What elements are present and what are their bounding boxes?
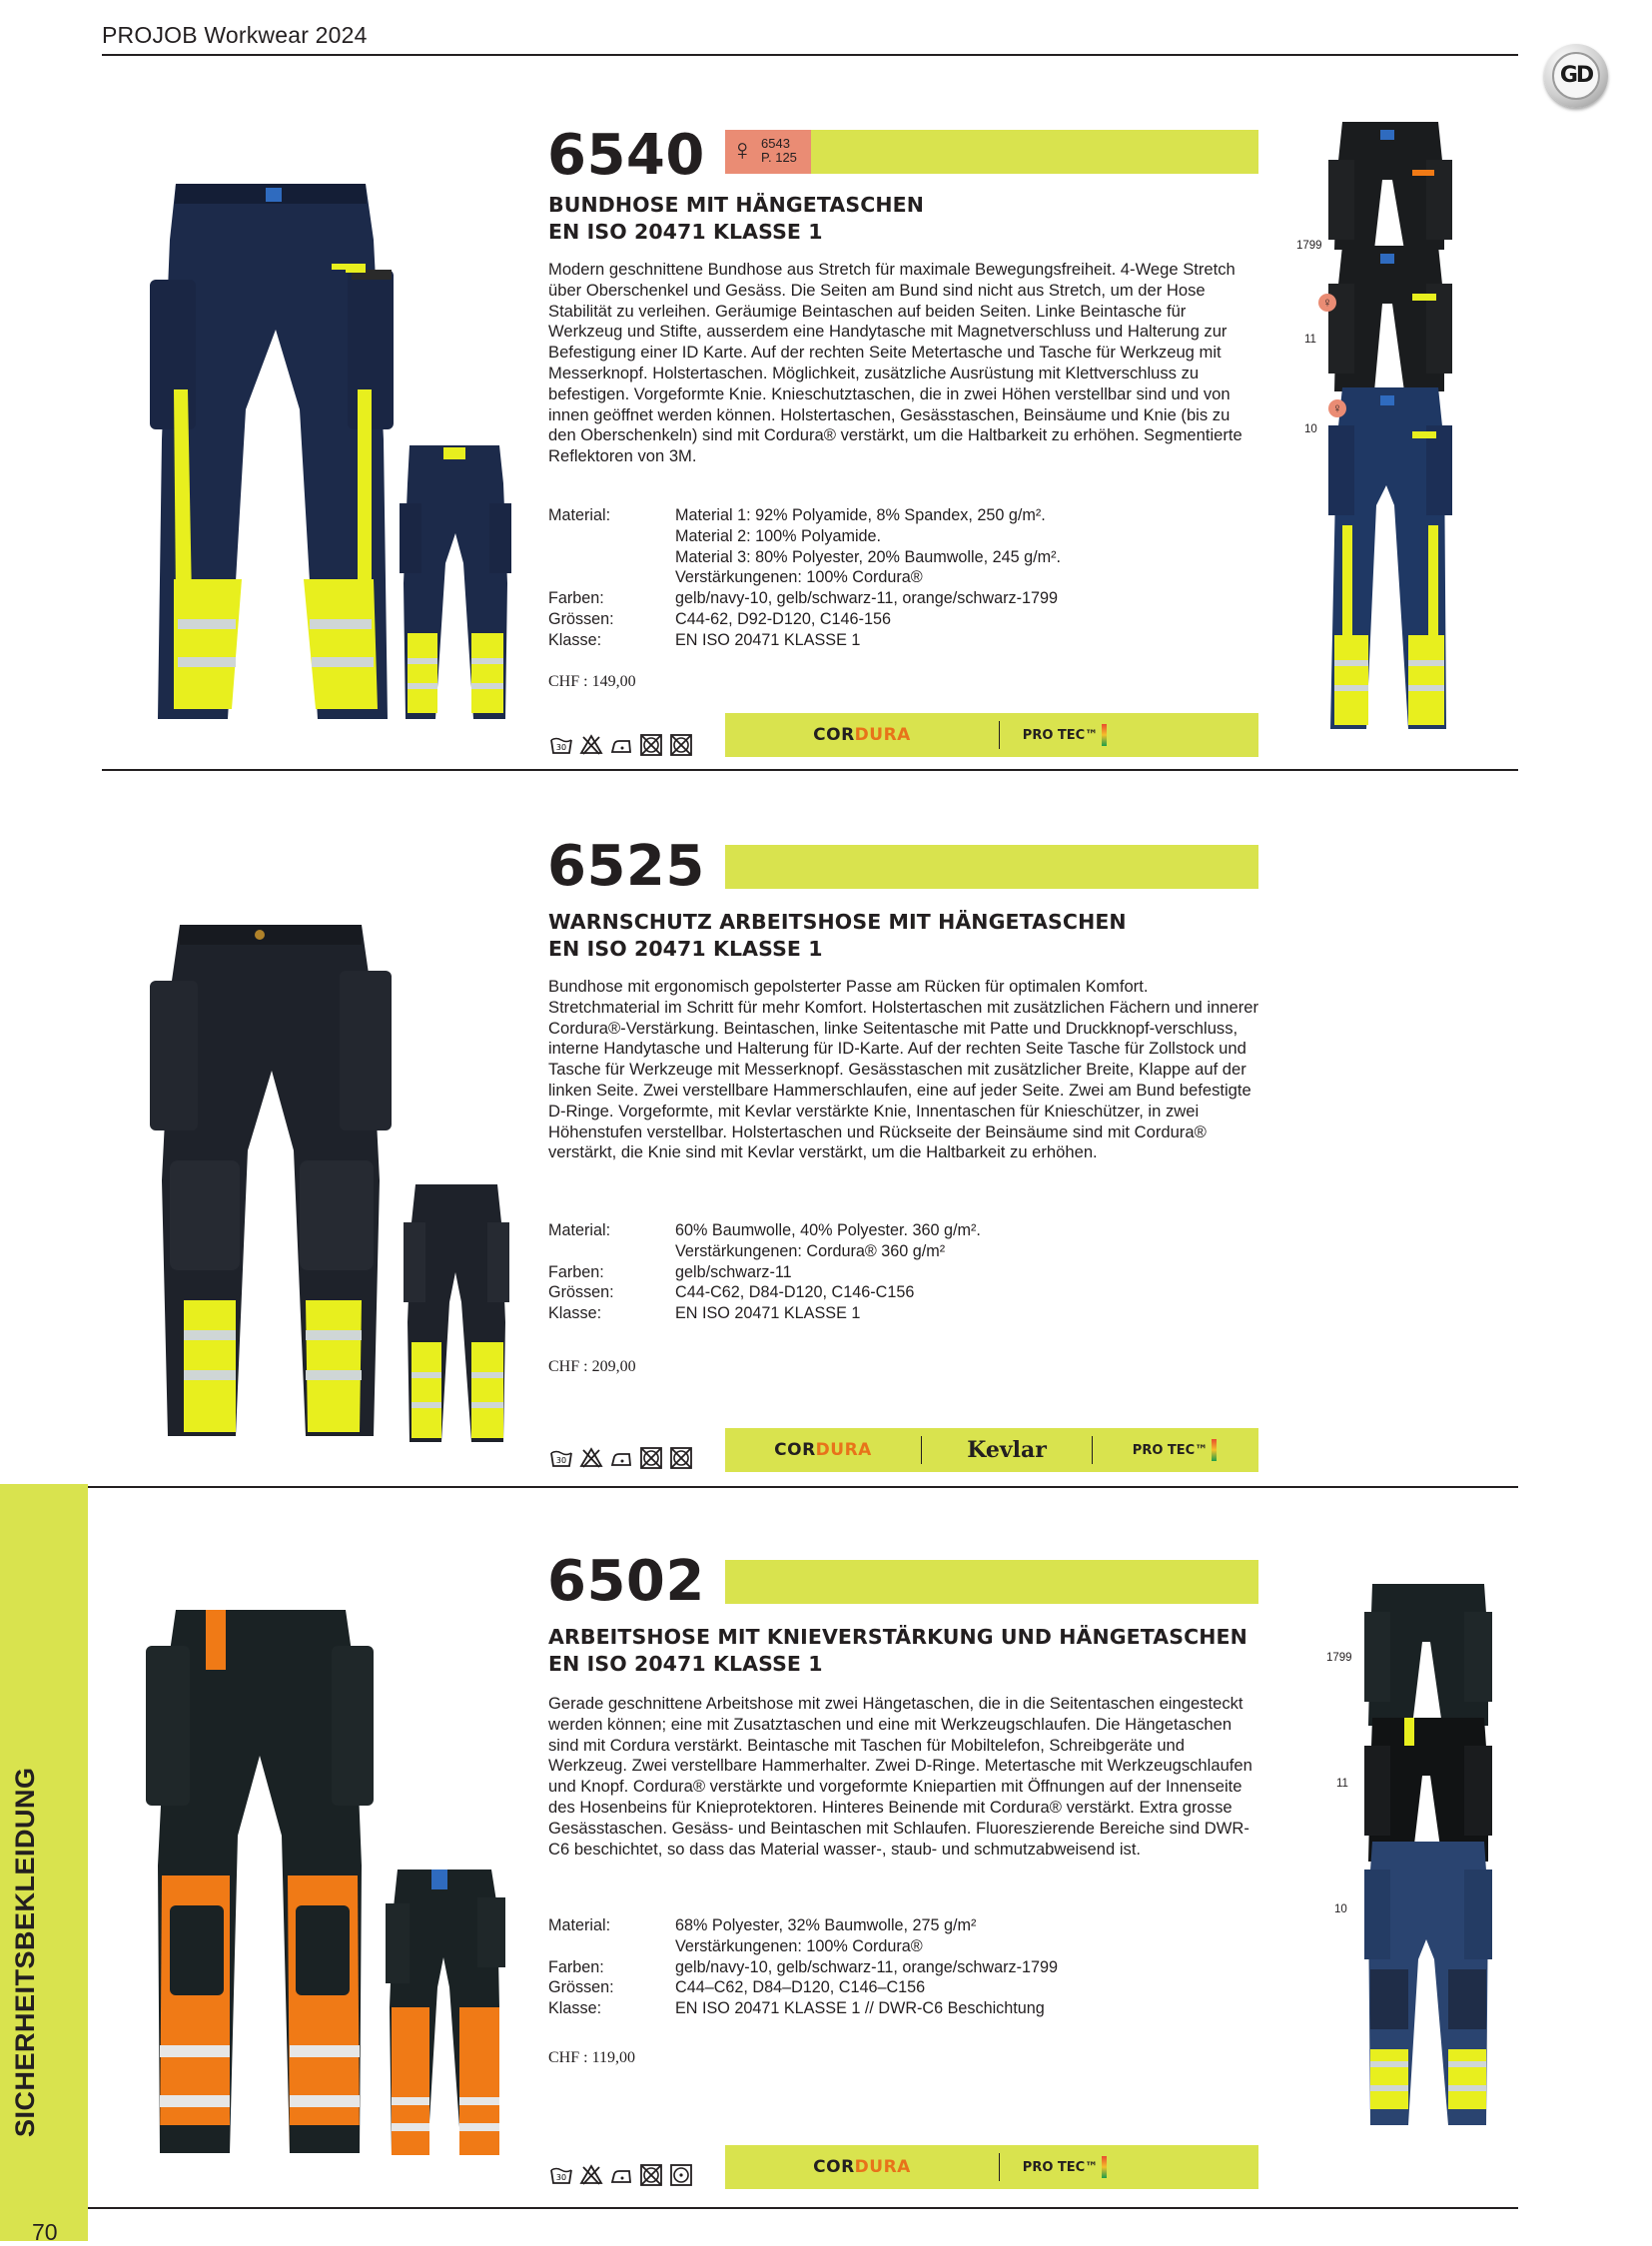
- svg-text:30: 30: [555, 743, 567, 752]
- no-bleach-icon: [579, 2163, 603, 2187]
- accent-bar: [725, 845, 1258, 889]
- care-symbols: [549, 2163, 693, 2187]
- spec-label: Grössen:: [548, 610, 614, 628]
- product-code: 6540: [547, 123, 705, 188]
- product-description: Modern geschnittene Bundhose aus Stretch für maximale Bewegungsfreiheit. 4-Wege Stretch über Oberschenkel und Gesäss. Die Seiten am Bund sind nicht aus Stretch, um der Hose Stabilität zu verleihen. Geräumige Beintaschen auf beiden Seiten. Linke Beintasche für Werkzeug und Stifte, ausserdem eine Handytasche mit Magnetverschluss und Halterung zur Befestigung einer ID Karte. Auf der rechten Seite Metertasche und Tasche für Werkzeug mit Messerknopf. Holstertaschen. Möglichkeit, zusätzliche Ausrüstung mit Klettverschluss zu befestigen. Vorgeformte Knie. Knieschutztaschen, die in zwei Höhen verstellbar sind und von innen geöffnet werden können. Holstertaschen, Gesässtaschen, Beinsäume und Knie (bis zu den Oberschenkeln) sind mit Cordura® verstärkt, um die Haltbarkeit zu erhöhen. Segmentierte Reflektoren von 3M.: [548, 260, 1242, 466]
- certification-bar: [725, 713, 1258, 757]
- female-ref: 6543 P. 125: [761, 136, 797, 165]
- no-dryclean-icon: [639, 1446, 663, 1470]
- spec-class: EN ISO 20471 KLASSE 1 // DWR-C6 Beschichtung: [675, 1999, 1045, 2018]
- female-icon: ♀: [1318, 294, 1336, 312]
- no-dryclean-icon: [639, 2163, 663, 2187]
- tumble-dry-low-icon: [669, 2163, 693, 2187]
- variant-image-yellow-navy: [1328, 385, 1452, 731]
- female-version-tag[interactable]: [725, 130, 811, 174]
- product-price: CHF : 149,00: [548, 673, 636, 690]
- iron-low-icon: [609, 1446, 633, 1470]
- product-description: Bundhose mit ergonomisch gepolsterter Passe am Rücken für optimalen Komfort. Stretchmaterial im Schritt für mehr Komfort. Holstertaschen mit zusätzlichen Fächern und innerer Cordura®-Verstärkung. Beintaschen, linke Seitentasche mit Patte und Druckknopf-verschluss, interne Handytasche und Halterung für ID-Karte. Auf der rechten Seite Tasche für Zollstock und Tasche für Werkzeuge mit Messerknopf. Gesässtaschen mit zusätzlicher Breite, Klappe auf der linken Seite. Zwei verstellbare Hammerschlaufen, eine auf jeder Seite. Zwei am Bund befestigte D-Ringe. Vorgeformte, mit Kevlar verstärkte Knie, Innentaschen für Knieschützer, in zwei Höhenstufen verstellbar. Holstertaschen und Rückseite der Beinsäume sind mit Cordura® verstärkt, die Knie sind mit Kevlar verstärkt, um die Haltbarkeit zu erhöhen.: [548, 977, 1259, 1162]
- product-image-6525-front: [150, 921, 392, 1438]
- care-symbols: [549, 1446, 693, 1470]
- wash-30-icon: [549, 2163, 573, 2187]
- spec-label: Grössen:: [548, 1283, 614, 1302]
- variant-label: 11: [1304, 334, 1316, 346]
- spec-colors: gelb/navy-10, gelb/schwarz-11, orange/schwarz-1799: [675, 1957, 1059, 1976]
- product-description: Gerade geschnittene Arbeitshose mit zwei Hängetaschen, die in die Seitentaschen eingesteckt werden können; eine mit Zusatztaschen und eine mit Werkzeugschlaufen. Die Hängetaschen sind mit Cordura verstärkt. Beintasche mit Taschen für Mobiltelefon, Schreibgeräte und Werkzeug. Zwei verstellbare Hammerhalter. Zwei D-Ringe. Metertasche mit Werkzeugschlaufen und Knopf. Cordura® verstärkte und vorgeformte Kniepartien mit Öffnungen auf der Innenseite des Hosenbeins für Knieprotektoren. Hinteres Beinende mit Cordura® verstärkt. Extra grosse Gesässtaschen. Gesäss- und Beintaschen mit Schlaufen. Fluoreszierende Bereiche sind DWR-C6 beschichtet, so dass das Material wasser-, staub- und schmutzabweisend ist.: [548, 1694, 1252, 1859]
- product-title: WARNSCHUTZ ARBEITSHOSE MIT HÄNGETASCHEN EN ISO 20471 KLASSE 1: [548, 910, 1127, 961]
- logo-text: GD: [1552, 52, 1600, 100]
- spec-label: Farben:: [548, 589, 604, 608]
- variant-label: 10: [1304, 423, 1317, 435]
- product-price: CHF : 209,00: [548, 1358, 636, 1375]
- variant-image-yellow-navy: [1364, 1840, 1492, 2127]
- spec-material: Verstärkungenen: 100% Cordura®: [675, 1936, 923, 1955]
- section-divider: [88, 1486, 1518, 1488]
- care-symbols: [549, 733, 693, 757]
- variant-label: 1799: [1326, 1652, 1352, 1664]
- female-icon: ♀: [1328, 399, 1346, 417]
- svg-text:30: 30: [555, 2173, 567, 2182]
- product-specs: [548, 505, 1247, 655]
- product-image-6502-back: [386, 1868, 505, 2157]
- variant-image-orange-black: [1328, 120, 1452, 252]
- certification-bar: [725, 1428, 1258, 1472]
- spec-label: Klasse:: [548, 630, 602, 649]
- no-bleach-icon: [579, 1446, 603, 1470]
- product-code: 6525: [547, 834, 705, 899]
- product-title: BUNDHOSE MIT HÄNGETASCHEN EN ISO 20471 KLASSE 1: [548, 193, 924, 244]
- spec-material: 68% Polyester, 32% Baumwolle, 275 g/m²: [675, 1916, 977, 1934]
- variant-label: 11: [1336, 1778, 1348, 1790]
- spec-material: Material 2: 100% Polyamide.: [675, 526, 882, 545]
- spec-label: Farben:: [548, 1957, 604, 1976]
- product-code: 6502: [547, 1549, 705, 1614]
- protec-logo: PRO TEC™: [1093, 1439, 1256, 1461]
- accent-bar: [725, 1560, 1258, 1604]
- spec-label: Klasse:: [548, 1999, 602, 2018]
- section-label: SICHERHEITSBEKLEIDUNG: [10, 1767, 40, 2137]
- spec-label: Material:: [548, 1916, 611, 1934]
- spec-label: Klasse:: [548, 1304, 602, 1323]
- kevlar-logo: Kevlar: [967, 1437, 1047, 1463]
- product-specs: [548, 1220, 1247, 1330]
- variant-image-orange-black: [1364, 1582, 1492, 1728]
- spec-label: Grössen:: [548, 1978, 614, 1997]
- spec-label: Farben:: [548, 1262, 604, 1281]
- wash-30-icon: [549, 1446, 573, 1470]
- spec-material: Verstärkungenen: Cordura® 360 g/m²: [675, 1241, 946, 1260]
- spec-label: Material:: [548, 1221, 611, 1239]
- spec-material: 60% Baumwolle, 40% Polyester. 360 g/m².: [675, 1221, 981, 1239]
- spec-class: EN ISO 20471 KLASSE 1: [675, 1304, 861, 1323]
- variant-image-yellow-black: [1328, 244, 1452, 393]
- spec-class: EN ISO 20471 KLASSE 1: [675, 630, 861, 649]
- spec-label: Material:: [548, 506, 611, 524]
- section-divider: [102, 769, 1518, 771]
- spec-sizes: C44–C62, D84–D120, C146–C156: [675, 1978, 926, 1997]
- spec-colors: gelb/schwarz-11: [675, 1262, 792, 1281]
- wash-30-icon: [549, 733, 573, 757]
- cordura-logo: COR DURA: [813, 725, 911, 745]
- product-title: ARBEITSHOSE MIT KNIEVERSTÄRKUNG UND HÄNGETASCHEN EN ISO 20471 KLASSE 1: [548, 1625, 1247, 1676]
- cordura-logo: COR DURA: [774, 1440, 872, 1460]
- spec-sizes: C44-C62, D84-D120, C146-C156: [675, 1283, 915, 1302]
- product-image-6502-front: [146, 1606, 374, 2157]
- no-bleach-icon: [579, 733, 603, 757]
- svg-text:30: 30: [555, 1456, 567, 1465]
- cordura-logo: COR DURA: [813, 2157, 911, 2177]
- header-divider: [102, 54, 1518, 56]
- catalog-title: PROJOB Workwear 2024: [102, 22, 368, 48]
- spec-sizes: C44-62, D92-D120, C146-156: [675, 610, 891, 628]
- iron-low-icon: [609, 733, 633, 757]
- product-price: CHF : 119,00: [548, 2049, 635, 2066]
- no-tumble-dry-icon: [669, 733, 693, 757]
- variant-label: 1799: [1296, 240, 1322, 252]
- protec-logo: PRO TEC™: [1000, 724, 1130, 746]
- spec-material: Verstärkungenen: 100% Cordura®: [675, 568, 923, 587]
- accent-bar: [811, 130, 1258, 174]
- spec-material: Material 3: 80% Polyester, 20% Baumwolle, 245 g/m².: [675, 547, 1061, 566]
- page-number: 70: [32, 2219, 58, 2245]
- iron-low-icon: [609, 2163, 633, 2187]
- product-image-6525-back: [404, 1182, 509, 1444]
- protec-logo: PRO TEC™: [1000, 2156, 1130, 2178]
- no-tumble-dry-icon: [669, 1446, 693, 1470]
- product-image-6540-front: [148, 180, 398, 724]
- product-image-6540-back: [400, 443, 511, 721]
- product-specs: [548, 1915, 1247, 2025]
- no-dryclean-icon: [639, 733, 663, 757]
- spec-material: Material 1: 92% Polyamide, 8% Spandex, 250 g/m².: [675, 506, 1046, 524]
- variant-label: 10: [1334, 1903, 1347, 1915]
- code-bar-group: [725, 130, 1258, 174]
- gd-logo: [1544, 44, 1608, 108]
- female-icon: ♀: [731, 134, 754, 167]
- spec-colors: gelb/navy-10, gelb/schwarz-11, orange/schwarz-1799: [675, 589, 1059, 608]
- footer-divider: [88, 2207, 1518, 2209]
- certification-bar: [725, 2145, 1258, 2189]
